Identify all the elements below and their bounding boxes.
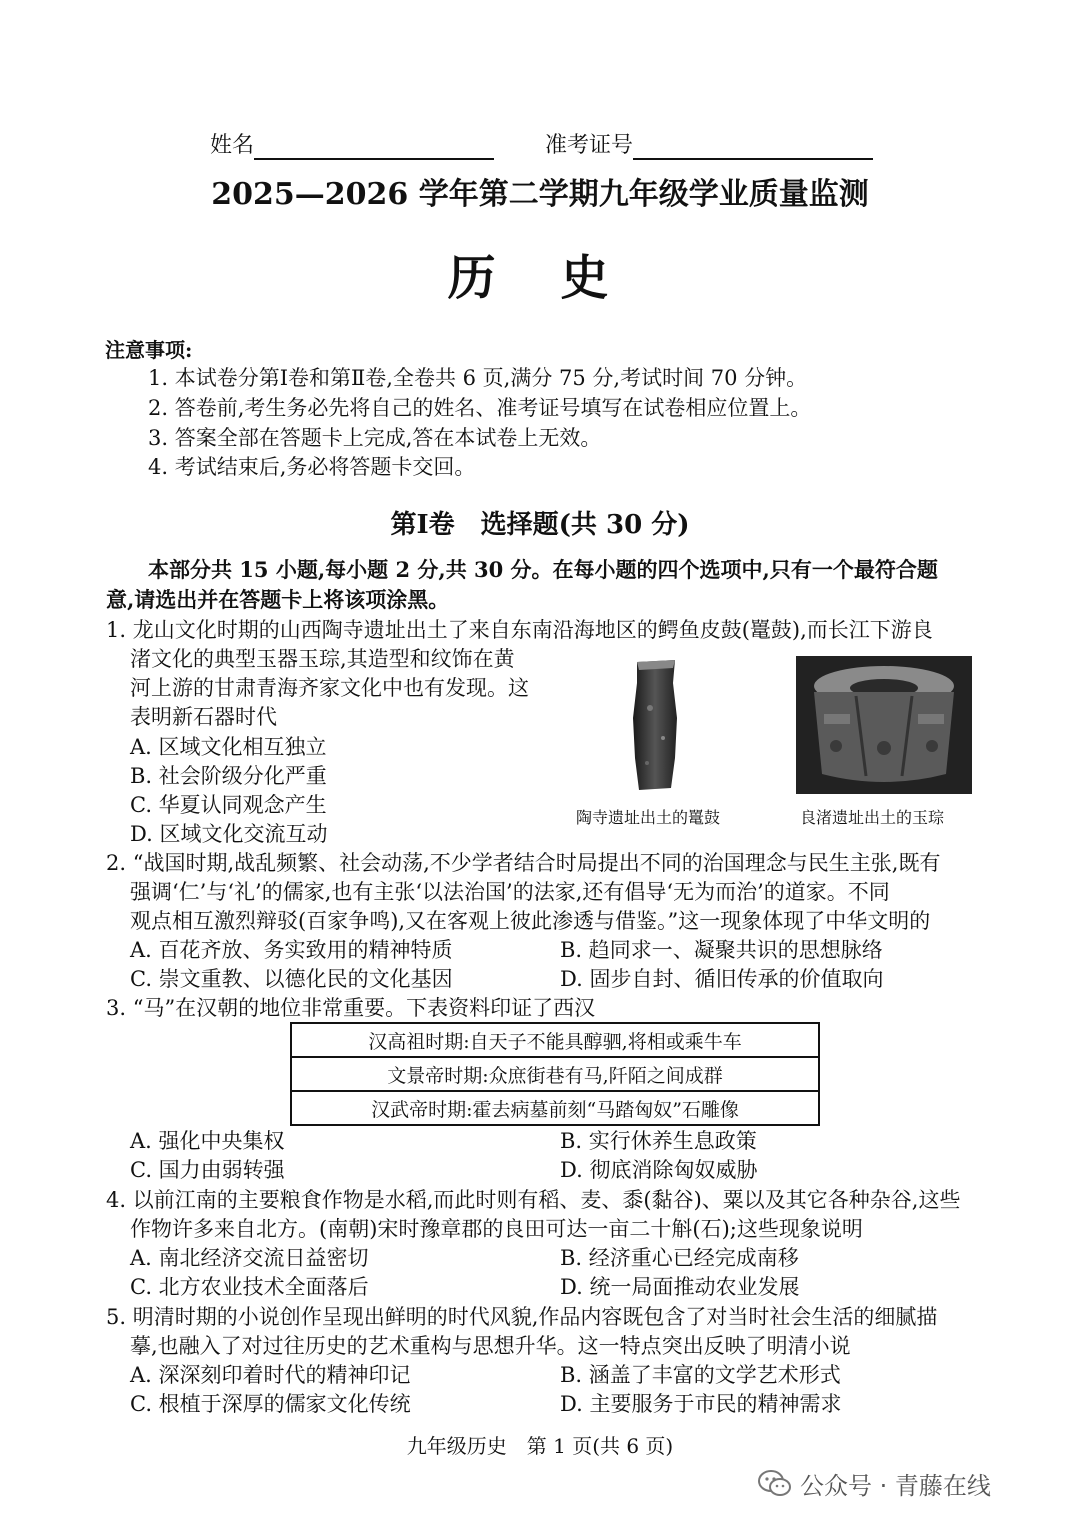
- q5-line-2: 摹,也融入了对过往历史的艺术重构与思想升华。这一特点突出反映了明清小说: [130, 1334, 851, 1358]
- q1-line-3: 河上游的甘肃青海齐家文化中也有发现。这: [130, 676, 529, 700]
- name-label: 姓名: [210, 132, 494, 160]
- exam-title: 2025—2026 学年第二学期九年级学业质量监测: [211, 177, 869, 212]
- q2-line-3: 观点相互激烈辩驳(百家争鸣),又在客观上彼此渗透与借鉴。”这一现象体现了中华文明的: [130, 909, 931, 933]
- section-title: 第Ⅰ卷 选择题(共 30 分): [390, 510, 690, 540]
- q4-option-b: B. 经济重心已经完成南移: [560, 1246, 799, 1270]
- notice-item-1: 1. 本试卷分第Ⅰ卷和第Ⅱ卷,全卷共 6 页,满分 75 分,考试时间 70 分钟。: [148, 366, 808, 390]
- q1-line-2: 渚文化的典型玉器玉琮,其造型和纹饰在黄: [130, 647, 515, 671]
- q3-option-b: B. 实行休养生息政策: [560, 1129, 757, 1153]
- table-row: [291, 1023, 819, 1057]
- q2-line-2: 强调‘仁’与‘礼’的儒家,也有主张‘以法治国’的法家,还有倡导‘无为而治’的道家。不同: [130, 880, 890, 904]
- q1-option-b: B. 社会阶级分化严重: [130, 764, 327, 788]
- section-intro-1: 本部分共 15 小题,每小题 2 分,共 30 分。在每小题的四个选项中,只有一个最符合题: [148, 557, 938, 582]
- table-cell: 汉高祖时期:自天子不能具醇驷,将相或乘牛车: [291, 1023, 819, 1057]
- watermark-text: 公众号 · 青藤在线: [800, 1472, 991, 1500]
- table-cell: 文景帝时期:众庶街巷有马,阡陌之间成群: [291, 1057, 819, 1091]
- q3-evidence-table: [290, 1022, 820, 1126]
- table-row: [291, 1057, 819, 1091]
- q4-option-d: D. 统一局面推动农业发展: [560, 1275, 800, 1299]
- q1-line-1: 1. 龙山文化时期的山西陶寺遗址出土了来自东南沿海地区的鳄鱼皮鼓(鼍鼓),而长江下游良: [106, 618, 933, 642]
- q1-line-4: 表明新石器时代: [130, 705, 277, 729]
- q4-line-2: 作物许多来自北方。(南朝)宋时豫章郡的良田可达一亩二十斛(石);这些现象说明: [130, 1217, 863, 1241]
- q4-option-a: A. 南北经济交流日益密切: [130, 1246, 369, 1270]
- page-footer: 九年级历史 第 1 页(共 6 页): [406, 1434, 674, 1458]
- exam-id-blank[interactable]: [633, 134, 873, 160]
- jade-cong-caption: 良渚遗址出土的玉琮: [800, 808, 945, 827]
- q1-option-d: D. 区域文化交流互动: [130, 822, 328, 846]
- q3-line-1: 3. “马”在汉朝的地位非常重要。下表资料印证了西汉: [106, 996, 596, 1020]
- q3-option-c: C. 国力由弱转强: [130, 1158, 285, 1182]
- notice-item-2: 2. 答卷前,考生务必先将自己的姓名、准考证号填写在试卷相应位置上。: [148, 396, 812, 420]
- q5-option-b: B. 涵盖了丰富的文学艺术形式: [560, 1363, 841, 1387]
- q4-line-1: 4. 以前江南的主要粮食作物是水稻,而此时则有稻、麦、黍(黏谷)、粟以及其它各种杂谷,这些: [106, 1188, 961, 1212]
- notice-item-4: 4. 考试结束后,务必将答题卡交回。: [148, 455, 476, 479]
- table-row: [291, 1091, 819, 1125]
- q2-option-a: A. 百花齐放、务实致用的精神特质: [130, 938, 453, 962]
- drum-photo: [625, 658, 685, 793]
- q1-option-c: C. 华夏认同观念产生: [130, 793, 327, 817]
- q2-option-c: C. 崇文重教、以德化民的文化基因: [130, 967, 453, 991]
- q2-option-d: D. 固步自封、循旧传承的价值取向: [560, 967, 884, 991]
- q2-line-1: 2. “战国时期,战乱频繁、社会动荡,不少学者结合时局提出不同的治国理念与民生主张,既有: [106, 851, 941, 875]
- name-blank[interactable]: [254, 134, 494, 160]
- q5-line-1: 5. 明清时期的小说创作呈现出鲜明的时代风貌,作品内容既包含了对当时社会生活的细腻描: [106, 1305, 938, 1329]
- q5-option-c: C. 根植于深厚的儒家文化传统: [130, 1392, 411, 1416]
- jade-cong-photo: [796, 656, 972, 794]
- notice-title: 注意事项:: [105, 338, 193, 362]
- section-intro-2: 意,请选出并在答题卡上将该项涂黑。: [106, 587, 450, 612]
- q2-option-b: B. 趋同求一、凝聚共识的思想脉络: [560, 938, 883, 962]
- q3-option-a: A. 强化中央集权: [130, 1129, 285, 1153]
- notice-item-3: 3. 答案全部在答题卡上完成,答在本试卷上无效。: [148, 426, 602, 450]
- q5-option-a: A. 深深刻印着时代的精神印记: [130, 1363, 411, 1387]
- q1-option-a: A. 区域文化相互独立: [130, 735, 327, 759]
- drum-caption: 陶寺遗址出土的鼍鼓: [576, 808, 721, 827]
- q3-option-d: D. 彻底消除匈奴威胁: [560, 1158, 758, 1182]
- watermark: [758, 1466, 991, 1501]
- q4-option-c: C. 北方农业技术全面落后: [130, 1275, 369, 1299]
- q5-option-d: D. 主要服务于市民的精神需求: [560, 1392, 842, 1416]
- wechat-icon: [758, 1469, 792, 1499]
- exam-id-label: 准考证号: [545, 132, 873, 160]
- table-cell: 汉武帝时期:霍去病墓前刻“马踏匈奴”石雕像: [291, 1091, 819, 1125]
- subject-title: 历 史: [447, 250, 633, 306]
